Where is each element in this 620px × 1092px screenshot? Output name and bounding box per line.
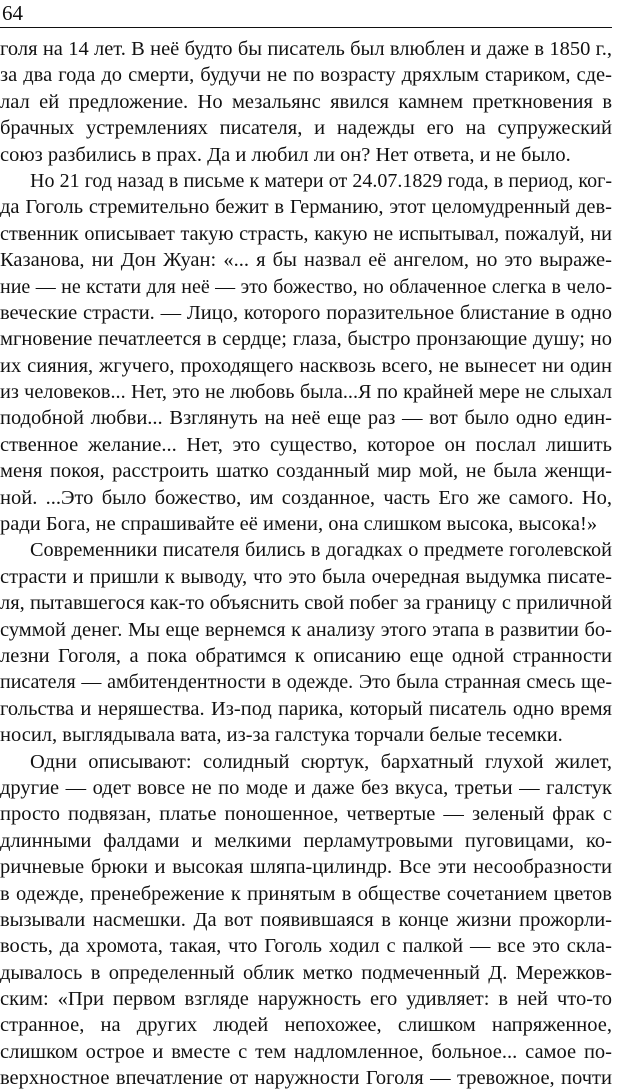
text-line: их сияния, жгучего, проходящего насквозь всего, не вынесет ни один — [0, 354, 612, 377]
header-rule — [0, 27, 612, 28]
text-line: длинными фалдами и мелкими перламутровыми пуговицами, ко- — [0, 829, 612, 852]
text-line: Одни описывают: солидный сюртук, бархатный глухой жилет, — [30, 750, 612, 773]
text-line: ственное желание... Нет, это существо, которое он послал лишить — [0, 433, 612, 456]
text-line: ради Бога, не спрашивайте её имени, она слишком высока, высока!» — [0, 513, 598, 536]
text-line: союз разбились в прах. Да и любил ли он? Нет ответа, и не было. — [0, 143, 571, 166]
text-line: Но 21 год назад в письме к матери от 24.07.1829 года, в период, ког- — [30, 169, 612, 192]
text-line: ние — не кстати для неё — это божество, но облаченное слегка в чело- — [0, 275, 612, 298]
text-line: из человеков... Нет, это не любовь была...Я по крайней мере не слыхал — [0, 381, 612, 404]
text-line: странное, на других людей непохожее, слишком напряженное, — [0, 1014, 612, 1037]
text-line: ским: «При первом взгляде наружность его удивляет: в ней что-то — [0, 988, 612, 1011]
text-line: подобной любви... Взглянуть на неё еще раз — вот было одно един- — [0, 407, 612, 430]
text-line: меня покоя, расстроить шатко созданный мир мой, не была женщи- — [0, 460, 612, 483]
text-line: вость, да хромота, такая, что Гоголь ходил с палкой — все это скла- — [0, 935, 612, 958]
text-line: дывалось в определенный облик метко подмеченный Д. Мережков- — [0, 961, 612, 984]
text-line: веческие страсти. — Лицо, которого поразительное блистание в одно — [0, 301, 612, 324]
body-text — [0, 36, 612, 1092]
text-line: ственник описывает такую страсть, какую не испытывал, пожалуй, ни — [0, 222, 612, 245]
text-line: гольства и неряшества. Из-под парика, который писатель одно время — [0, 697, 612, 720]
text-line: ля, пытавшегося как-то объяснить свой побег за границу с приличной — [0, 592, 612, 615]
text-line: да Гоголь стремительно бежит в Германию, этот целомудренный дев- — [0, 196, 612, 219]
text-line: слишком острое и вместе с тем надломленное, больное... самое по- — [0, 1040, 612, 1063]
text-line: в одежде, пренебрежение к принятым в обществе сочетанием цветов — [0, 882, 612, 905]
page-number: 64 — [2, 1, 23, 25]
text-line: Казанова, ни Дон Жуан: «... я бы назвал её ангелом, но это выраже- — [0, 249, 612, 272]
text-line: мгновение печатлеется в сердце; глаза, быстро пронзающие душу; но — [0, 328, 612, 351]
text-line: голя на 14 лет. В неё будто бы писатель был влюблен и даже в 1850 г., — [0, 38, 612, 60]
text-line: лал ей предложение. Но мезальянс явился камнем преткновения в — [0, 90, 612, 113]
text-line: другие — одет вовсе не по моде и даже без вкуса, третьи — галстук — [0, 776, 612, 799]
text-line: Современники писателя бились в догадках о предмете гоголевской — [30, 539, 612, 562]
text-line: носил, выглядывала вата, из-за галстука торчали белые тесемки. — [0, 724, 563, 747]
text-line: суммой денег. Мы еще вернемся к анализу этого этапа в развитии бо- — [0, 618, 612, 641]
text-line: верхностное впечатление от наружности Гоголя — тревожное, почти — [0, 1067, 612, 1090]
text-line: за два года до смерти, будучи не по возрасту дряхлым стариком, сде- — [0, 64, 612, 87]
text-line: просто подвязан, платье поношенное, четвертые — зеленый фрак с — [0, 803, 612, 826]
text-line: брачных устремлениях писателя, и надежды его на супружеский — [0, 117, 612, 140]
text-line: писателя — амбитендентности в одежде. Это была странная смесь ще- — [0, 671, 612, 694]
text-line: ричневые брюки и высокая шляпа-цилиндр. Все эти несообразности — [0, 856, 612, 879]
text-line: страсти и пришли к выводу, что это была очередная выдумка писате- — [0, 565, 612, 588]
text-line: вызывали насмешки. Да вот появившаяся в конце жизни прожорли- — [0, 908, 612, 931]
text-line: лезни Гоголя, а пока обратимся к описанию еще одной странности — [0, 644, 612, 667]
text-line: ной. ...Это было божество, им созданное, часть Его же самого. Но, — [0, 486, 612, 509]
